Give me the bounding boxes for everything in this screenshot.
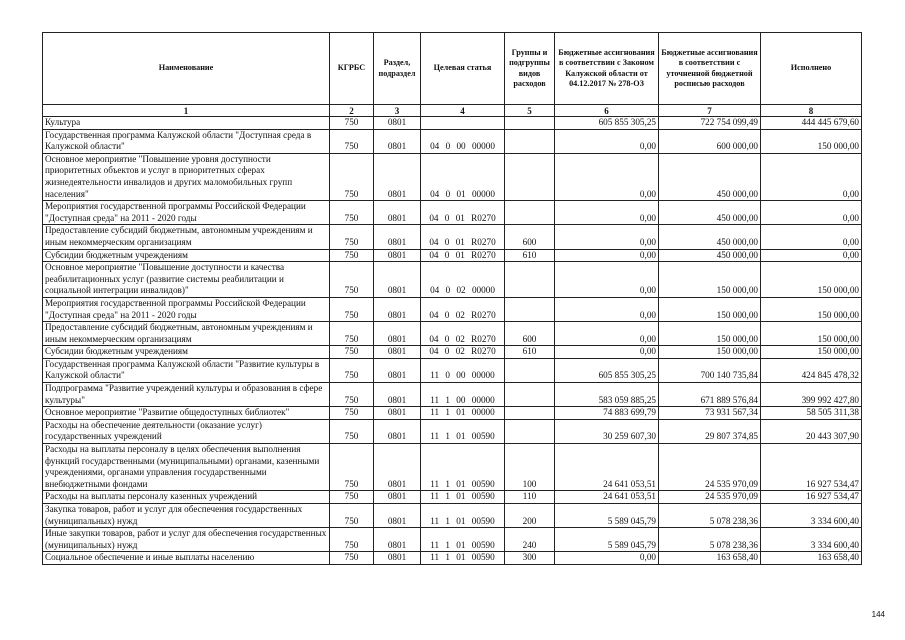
row-law-amount: 0,00 <box>555 129 659 153</box>
row-kgrbs: 750 <box>330 528 374 552</box>
row-executed-amount: 0,00 <box>761 225 862 249</box>
row-law-amount: 0,00 <box>555 552 659 565</box>
row-name: Расходы на обеспечение деятельности (оказание услуг) государственных учреждений <box>43 419 330 443</box>
col-number: 7 <box>659 105 761 117</box>
row-target: 11 1 01 00000 <box>421 407 505 420</box>
table-row <box>43 225 862 249</box>
row-executed-amount: 163 658,40 <box>761 552 862 565</box>
row-group: 600 <box>505 225 555 249</box>
row-refined-amount: 450 000,00 <box>659 225 761 249</box>
col-number: 3 <box>374 105 421 117</box>
row-group: 300 <box>505 552 555 565</box>
row-law-amount: 0,00 <box>555 225 659 249</box>
row-section: 0801 <box>374 225 421 249</box>
row-law-amount: 30 259 607,30 <box>555 419 659 443</box>
row-executed-amount: 3 334 600,40 <box>761 528 862 552</box>
row-group: 200 <box>505 504 555 528</box>
row-group <box>505 201 555 225</box>
row-refined-amount: 163 658,40 <box>659 552 761 565</box>
header-target: Целевая статья <box>421 33 505 105</box>
row-section: 0801 <box>374 117 421 130</box>
header-section: Раздел, подраздел <box>374 33 421 105</box>
col-number: 2 <box>330 105 374 117</box>
row-executed-amount: 3 334 600,40 <box>761 504 862 528</box>
row-section: 0801 <box>374 153 421 200</box>
col-number: 4 <box>421 105 505 117</box>
row-executed-amount: 399 992 427,80 <box>761 383 862 407</box>
row-kgrbs: 750 <box>330 249 374 262</box>
row-refined-amount: 150 000,00 <box>659 322 761 346</box>
table-row <box>43 358 862 382</box>
row-target: 04 0 02 R0270 <box>421 346 505 359</box>
row-executed-amount: 0,00 <box>761 201 862 225</box>
row-name: Государственная программа Калужской области "Доступная среда в Калужской области" <box>43 129 330 153</box>
row-law-amount: 0,00 <box>555 262 659 298</box>
row-name: Основное мероприятие "Повышение доступности и качества реабилитационных услуг (развитие системы реабилитации и социальной интеграции инвалидов)" <box>43 262 330 298</box>
row-name: Государственная программа Калужской области "Развитие культуры в Калужской области" <box>43 358 330 382</box>
row-name: Предоставление субсидий бюджетным, автономным учреждениям и иным некоммерческим организациям <box>43 225 330 249</box>
row-kgrbs: 750 <box>330 153 374 200</box>
table-row <box>43 491 862 504</box>
row-section: 0801 <box>374 407 421 420</box>
table-row <box>43 201 862 225</box>
row-target: 04 0 02 R0270 <box>421 297 505 321</box>
row-refined-amount: 450 000,00 <box>659 201 761 225</box>
row-group: 600 <box>505 322 555 346</box>
table-row <box>43 153 862 200</box>
row-section: 0801 <box>374 249 421 262</box>
header-executed: Исполнено <box>761 33 862 105</box>
row-group: 100 <box>505 444 555 491</box>
row-law-amount: 5 589 045,79 <box>555 504 659 528</box>
row-name: Мероприятия государственной программы Российской Федерации "Доступная среда" на 2011 - 2020 годы <box>43 297 330 321</box>
table-row <box>43 297 862 321</box>
row-kgrbs: 750 <box>330 504 374 528</box>
table-row <box>43 383 862 407</box>
row-refined-amount: 24 535 970,09 <box>659 444 761 491</box>
row-section: 0801 <box>374 528 421 552</box>
row-refined-amount: 150 000,00 <box>659 297 761 321</box>
row-name: Субсидии бюджетным учреждениям <box>43 249 330 262</box>
column-number-row <box>43 105 862 117</box>
header-law: Бюджетные ассигнования в соответствии с Законом Калужской области от 04.12.2017 № 278-ОЗ <box>555 33 659 105</box>
header-row <box>43 33 862 105</box>
table-row <box>43 552 862 565</box>
row-section: 0801 <box>374 552 421 565</box>
row-law-amount: 24 641 053,51 <box>555 491 659 504</box>
row-name: Основное мероприятие "Повышение уровня доступности приоритетных объектов и услуг в приоритетных сферах жизнедеятельности инвалидов и других маломобильных групп населения" <box>43 153 330 200</box>
row-target: 04 0 01 00000 <box>421 153 505 200</box>
row-section: 0801 <box>374 491 421 504</box>
row-name: Предоставление субсидий бюджетным, автономным учреждениям и иным некоммерческим организациям <box>43 322 330 346</box>
row-executed-amount: 0,00 <box>761 153 862 200</box>
row-section: 0801 <box>374 129 421 153</box>
row-refined-amount: 450 000,00 <box>659 153 761 200</box>
row-kgrbs: 750 <box>330 297 374 321</box>
row-target: 04 0 01 R0270 <box>421 201 505 225</box>
row-refined-amount: 73 931 567,34 <box>659 407 761 420</box>
row-name: Мероприятия государственной программы Российской Федерации "Доступная среда" на 2011 - 2020 годы <box>43 201 330 225</box>
row-group: 610 <box>505 249 555 262</box>
row-section: 0801 <box>374 322 421 346</box>
row-section: 0801 <box>374 346 421 359</box>
row-kgrbs: 750 <box>330 346 374 359</box>
row-refined-amount: 671 889 576,84 <box>659 383 761 407</box>
row-target: 04 0 00 00000 <box>421 129 505 153</box>
row-executed-amount: 444 445 679,60 <box>761 117 862 130</box>
table-row <box>43 444 862 491</box>
row-section: 0801 <box>374 504 421 528</box>
table-row <box>43 504 862 528</box>
row-executed-amount: 150 000,00 <box>761 322 862 346</box>
row-refined-amount: 450 000,00 <box>659 249 761 262</box>
row-target: 04 0 02 R0270 <box>421 322 505 346</box>
table-row <box>43 528 862 552</box>
row-name: Расходы на выплаты персоналу в целях обеспечения выполнения функций государственными (муниципальными) органами, казенными учреждениями, органами управления государственными внебюджетными фондами <box>43 444 330 491</box>
row-group: 240 <box>505 528 555 552</box>
row-law-amount: 0,00 <box>555 201 659 225</box>
row-target: 11 1 00 00000 <box>421 383 505 407</box>
table-body <box>43 117 862 565</box>
row-executed-amount: 0,00 <box>761 249 862 262</box>
row-refined-amount: 5 078 238,36 <box>659 528 761 552</box>
row-target: 11 0 00 00000 <box>421 358 505 382</box>
table-row <box>43 129 862 153</box>
table-row <box>43 407 862 420</box>
row-refined-amount: 150 000,00 <box>659 262 761 298</box>
row-law-amount: 605 855 305,25 <box>555 358 659 382</box>
row-kgrbs: 750 <box>330 262 374 298</box>
row-target: 11 1 01 00590 <box>421 504 505 528</box>
row-law-amount: 0,00 <box>555 297 659 321</box>
row-target: 11 1 01 00590 <box>421 491 505 504</box>
row-refined-amount: 600 000,00 <box>659 129 761 153</box>
row-executed-amount: 150 000,00 <box>761 262 862 298</box>
row-refined-amount: 722 754 099,49 <box>659 117 761 130</box>
row-target: 04 0 02 00000 <box>421 262 505 298</box>
col-number: 8 <box>761 105 862 117</box>
row-name: Закупка товаров, работ и услуг для обеспечения государственных (муниципальных) нужд <box>43 504 330 528</box>
row-kgrbs: 750 <box>330 322 374 346</box>
row-name: Социальное обеспечение и иные выплаты населению <box>43 552 330 565</box>
table-row <box>43 346 862 359</box>
row-law-amount: 583 059 885,25 <box>555 383 659 407</box>
row-law-amount: 74 883 699,79 <box>555 407 659 420</box>
table-row <box>43 322 862 346</box>
header-name: Наименование <box>43 33 330 105</box>
row-group <box>505 129 555 153</box>
row-kgrbs: 750 <box>330 383 374 407</box>
row-executed-amount: 150 000,00 <box>761 129 862 153</box>
col-number: 1 <box>43 105 330 117</box>
row-law-amount: 0,00 <box>555 153 659 200</box>
col-number: 6 <box>555 105 659 117</box>
row-kgrbs: 750 <box>330 491 374 504</box>
row-target <box>421 117 505 130</box>
row-executed-amount: 150 000,00 <box>761 297 862 321</box>
row-section: 0801 <box>374 201 421 225</box>
budget-table <box>42 32 862 565</box>
row-name: Культура <box>43 117 330 130</box>
row-law-amount: 0,00 <box>555 322 659 346</box>
row-kgrbs: 750 <box>330 552 374 565</box>
row-section: 0801 <box>374 358 421 382</box>
row-executed-amount: 16 927 534,47 <box>761 444 862 491</box>
row-law-amount: 24 641 053,51 <box>555 444 659 491</box>
table-row <box>43 249 862 262</box>
row-target: 11 1 01 00590 <box>421 419 505 443</box>
table-row <box>43 117 862 130</box>
row-group <box>505 407 555 420</box>
row-group <box>505 262 555 298</box>
row-kgrbs: 750 <box>330 358 374 382</box>
row-name: Иные закупки товаров, работ и услуг для обеспечения государственных (муниципальных) нужд <box>43 528 330 552</box>
row-name: Расходы на выплаты персоналу казенных учреждений <box>43 491 330 504</box>
row-target: 11 1 01 00590 <box>421 528 505 552</box>
row-name: Субсидии бюджетным учреждениям <box>43 346 330 359</box>
row-target: 04 0 01 R0270 <box>421 225 505 249</box>
row-law-amount: 0,00 <box>555 249 659 262</box>
row-executed-amount: 20 443 307,90 <box>761 419 862 443</box>
col-number: 5 <box>505 105 555 117</box>
row-kgrbs: 750 <box>330 444 374 491</box>
header-kgrbs: КГРБС <box>330 33 374 105</box>
page-number: 144 <box>871 610 885 619</box>
row-group <box>505 117 555 130</box>
row-section: 0801 <box>374 383 421 407</box>
row-section: 0801 <box>374 262 421 298</box>
row-executed-amount: 150 000,00 <box>761 346 862 359</box>
row-group <box>505 153 555 200</box>
row-kgrbs: 750 <box>330 117 374 130</box>
row-group: 110 <box>505 491 555 504</box>
row-kgrbs: 750 <box>330 225 374 249</box>
table-row <box>43 262 862 298</box>
row-section: 0801 <box>374 297 421 321</box>
row-law-amount: 0,00 <box>555 346 659 359</box>
row-refined-amount: 29 807 374,85 <box>659 419 761 443</box>
row-kgrbs: 750 <box>330 201 374 225</box>
row-law-amount: 605 855 305,25 <box>555 117 659 130</box>
row-kgrbs: 750 <box>330 407 374 420</box>
row-group: 610 <box>505 346 555 359</box>
row-refined-amount: 700 140 735,84 <box>659 358 761 382</box>
header-refined: Бюджетные ассигнования в соответствии с уточненной бюджетной росписью расходов <box>659 33 761 105</box>
row-target: 11 1 01 00590 <box>421 552 505 565</box>
row-target: 04 0 01 R0270 <box>421 249 505 262</box>
row-group <box>505 358 555 382</box>
row-executed-amount: 16 927 534,47 <box>761 491 862 504</box>
row-executed-amount: 58 505 311,38 <box>761 407 862 420</box>
row-executed-amount: 424 845 478,32 <box>761 358 862 382</box>
table-row <box>43 419 862 443</box>
row-refined-amount: 5 078 238,36 <box>659 504 761 528</box>
row-section: 0801 <box>374 444 421 491</box>
row-name: Основное мероприятие "Развитие общедоступных библиотек" <box>43 407 330 420</box>
row-name: Подпрограмма "Развитие учреждений культуры и образования в сфере культуры" <box>43 383 330 407</box>
row-law-amount: 5 589 045,79 <box>555 528 659 552</box>
row-refined-amount: 150 000,00 <box>659 346 761 359</box>
row-group <box>505 297 555 321</box>
row-target: 11 1 01 00590 <box>421 444 505 491</box>
row-group <box>505 419 555 443</box>
row-kgrbs: 750 <box>330 129 374 153</box>
row-refined-amount: 24 535 970,09 <box>659 491 761 504</box>
header-group: Группы и подгруппы видов расходов <box>505 33 555 105</box>
row-section: 0801 <box>374 419 421 443</box>
row-group <box>505 383 555 407</box>
row-kgrbs: 750 <box>330 419 374 443</box>
